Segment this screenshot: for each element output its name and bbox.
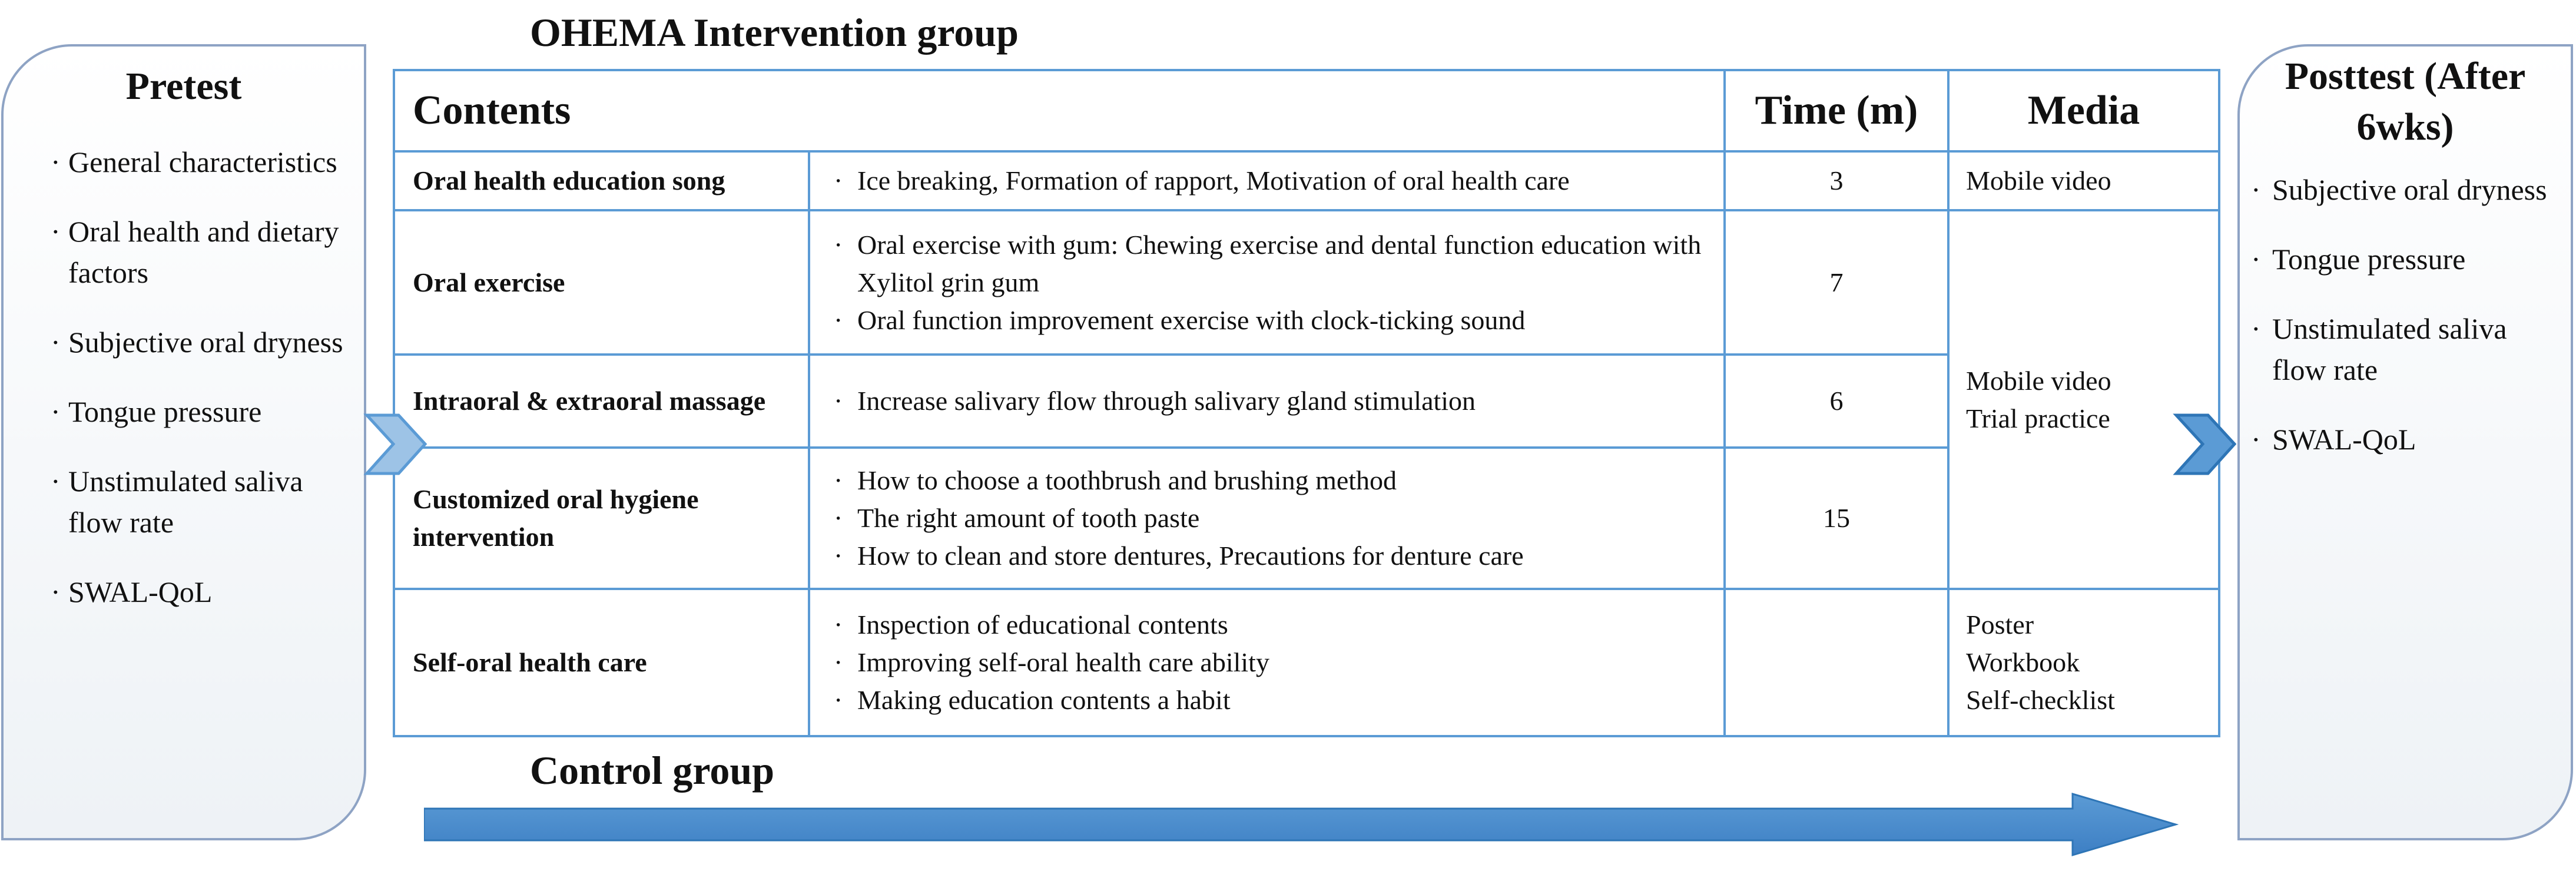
- content-name: Self-oral health care: [394, 589, 809, 736]
- pretest-item: · Unstimulated saliva flow rate: [68, 461, 358, 543]
- bullet-icon: ·: [834, 465, 843, 495]
- bullet-icon: ·: [51, 326, 61, 359]
- pretest-item: · SWAL-QoL: [68, 571, 358, 612]
- bullet-icon: ·: [2251, 243, 2261, 276]
- bullet-icon: ·: [834, 610, 843, 640]
- pretest-panel: [1, 44, 366, 840]
- bullet-icon: ·: [2251, 312, 2261, 345]
- content-media: [1948, 589, 2219, 736]
- detail-item: · Inspection of educational contents: [834, 606, 1712, 644]
- pretest-item: · Tongue pressure: [68, 391, 358, 432]
- media-item: Mobile video: [1966, 365, 2111, 396]
- table-row: [394, 448, 2219, 589]
- media-item: Poster: [1966, 610, 2034, 640]
- posttest-item: · Tongue pressure: [2272, 239, 2566, 280]
- posttest-item: · Subjective oral dryness: [2272, 169, 2566, 210]
- content-time: [1725, 589, 1948, 736]
- content-name: Oral health education song: [394, 151, 809, 210]
- chevron-right-icon: [2171, 410, 2239, 478]
- detail-item: · Increase salivary flow through salivary gland stimulation: [834, 382, 1712, 420]
- posttest-title: Posttest (After 6wks): [2285, 55, 2526, 148]
- detail-item: · Improving self-oral health care ability: [834, 644, 1712, 681]
- content-details: [809, 355, 1725, 448]
- posttest-list: [2240, 169, 2571, 460]
- pretest-item: · Subjective oral dryness: [68, 322, 358, 363]
- posttest-panel: [2237, 44, 2573, 840]
- bullet-icon: ·: [51, 145, 61, 178]
- bullet-icon: ·: [834, 503, 843, 533]
- header-time: Time (m): [1725, 70, 1948, 151]
- content-name: Oral exercise: [394, 210, 809, 355]
- bullet-icon: ·: [51, 575, 61, 608]
- detail-item: · How to choose a toothbrush and brushing method: [834, 462, 1712, 499]
- chevron-right-icon: [362, 410, 430, 478]
- detail-item: · Oral function improvement exercise with clock-ticking sound: [834, 302, 1712, 339]
- header-media: Media: [1948, 70, 2219, 151]
- bullet-icon: ·: [834, 386, 843, 416]
- intervention-table: [393, 69, 2220, 737]
- control-group-title: Control group: [530, 748, 775, 793]
- bullet-icon: ·: [2251, 423, 2261, 456]
- table-header-row: [394, 70, 2219, 151]
- chevron-shape: [367, 415, 425, 473]
- header-contents: Contents: [394, 70, 1725, 151]
- media-item: Self-checklist: [1966, 685, 2115, 715]
- posttest-item: · Unstimulated saliva flow rate: [2272, 308, 2566, 390]
- content-time: 15: [1725, 448, 1948, 589]
- intervention-group-title: OHEMA Intervention group: [530, 10, 1019, 55]
- bullet-icon: ·: [834, 165, 843, 196]
- bullet-icon: ·: [51, 395, 61, 428]
- table-row: [394, 355, 2219, 448]
- table-row: [394, 589, 2219, 736]
- bullet-icon: ·: [51, 465, 61, 498]
- pretest-item: · General characteristics: [68, 141, 358, 183]
- bullet-icon: ·: [834, 685, 843, 715]
- media-item: Workbook: [1966, 647, 2080, 677]
- pretest-list: [4, 141, 364, 612]
- bullet-icon: ·: [834, 541, 843, 571]
- detail-item: · The right amount of tooth paste: [834, 499, 1712, 537]
- content-details: [809, 151, 1725, 210]
- bullet-icon: ·: [2251, 173, 2261, 206]
- detail-item: · How to clean and store dentures, Precautions for denture care: [834, 537, 1712, 575]
- control-arrow-icon: [424, 792, 2179, 857]
- posttest-item: · SWAL-QoL: [2272, 419, 2566, 460]
- content-details: [809, 589, 1725, 736]
- arrow-shape: [424, 794, 2176, 855]
- bullet-icon: ·: [834, 647, 843, 677]
- table-row: [394, 210, 2219, 355]
- content-time: 6: [1725, 355, 1948, 448]
- content-name: Intraoral & extraoral massage: [394, 355, 809, 448]
- media-item: Mobile video: [1966, 165, 2111, 196]
- detail-item: · Oral exercise with gum: Chewing exercise and dental function education with Xylitol grin gum: [834, 226, 1712, 302]
- pretest-title: Pretest: [125, 65, 242, 108]
- content-details: [809, 210, 1725, 355]
- table-row: [394, 151, 2219, 210]
- content-time: 3: [1725, 151, 1948, 210]
- chevron-shape: [2176, 415, 2234, 473]
- bullet-icon: ·: [834, 304, 843, 335]
- content-name: Customized oral hygiene intervention: [394, 448, 809, 589]
- bullet-icon: ·: [834, 229, 843, 260]
- content-details: [809, 448, 1725, 589]
- content-media: [1948, 210, 2219, 589]
- content-time: 7: [1725, 210, 1948, 355]
- content-media: [1948, 151, 2219, 210]
- detail-item: · Making education contents a habit: [834, 681, 1712, 719]
- bullet-icon: ·: [51, 215, 61, 248]
- pretest-item: · Oral health and dietary factors: [68, 211, 358, 293]
- media-item: Trial practice: [1966, 403, 2110, 433]
- detail-item: · Ice breaking, Formation of rapport, Motivation of oral health care: [834, 162, 1712, 200]
